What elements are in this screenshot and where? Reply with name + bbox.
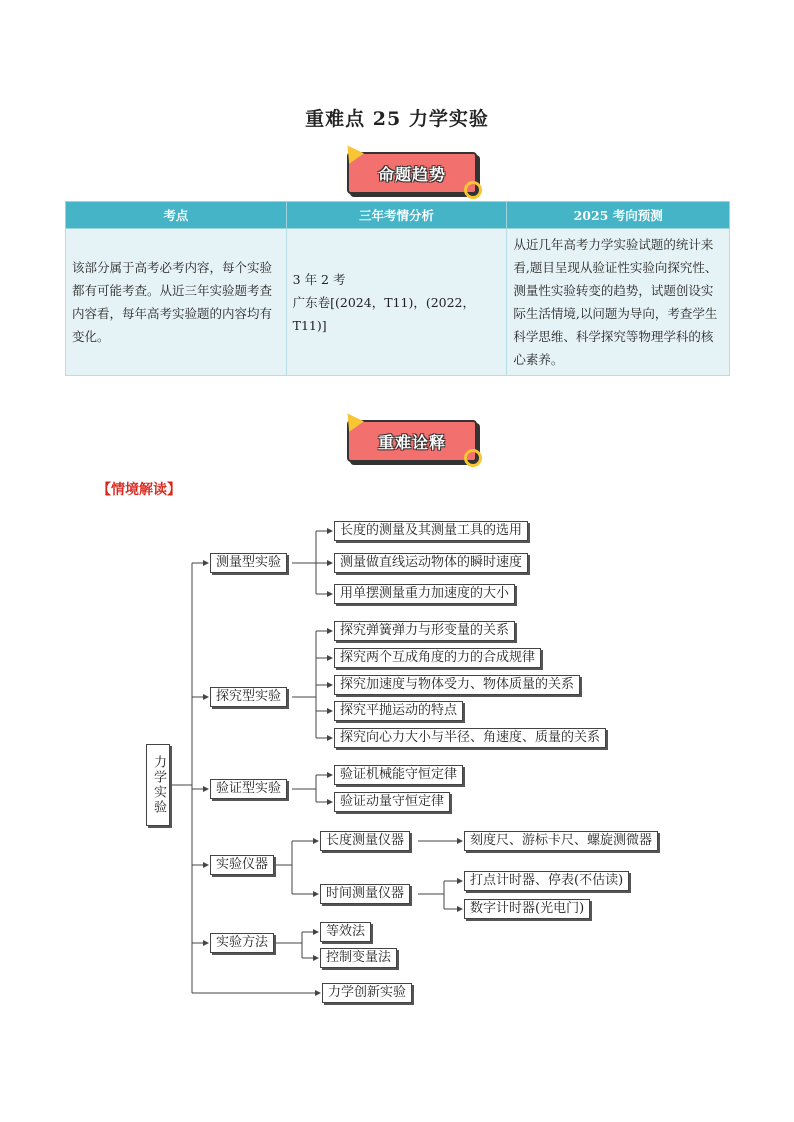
node-explore-item: 探究平抛运动的特点 (334, 701, 463, 721)
node-verify-item: 验证机械能守恒定律 (334, 765, 463, 785)
badge-trend-label: 命题趋势 (377, 164, 446, 184)
node-time-instrument-item: 数字计时器(光电门) (464, 899, 590, 919)
section-label: 【情境解读】 (97, 482, 181, 498)
node-method: 实验方法 (210, 933, 274, 953)
cell-forecast: 从近几年高考力学实验试题的统计来看,题目呈现从验证性实验向探究性、测量性实验转变的趋势，试题创设实际生活情境,以问题为导向，考查学生科学思维、科学探究等物理学科的核心素养。 (507, 229, 730, 376)
node-length-instrument: 长度测量仪器 (320, 831, 410, 851)
header-kaodian: 考点 (66, 202, 287, 229)
node-method-item: 控制变量法 (320, 948, 397, 968)
node-measure-item: 用单摆测量重力加速度的大小 (334, 584, 515, 604)
header-analysis: 三年考情分析 (286, 202, 507, 229)
node-time-instrument-item: 打点计时器、停表(不估读) (464, 871, 629, 891)
node-explore: 探究型实验 (210, 687, 287, 707)
node-measure-item: 测量做直线运动物体的瞬时速度 (334, 553, 528, 573)
cell-kaodian: 该部分属于高考必考内容，每个实验都有可能考查。从近三年实验题考查内容看，每年高考实验题的内容均有变化。 (66, 229, 287, 376)
node-length-instrument-item: 刻度尺、游标卡尺、螺旋测微器 (464, 831, 658, 851)
node-verify: 验证型实验 (210, 779, 287, 799)
node-explore-item: 探究向心力大小与半径、角速度、质量的关系 (334, 728, 606, 748)
header-forecast: 2025 考向预测 (507, 202, 730, 229)
node-instrument: 实验仪器 (210, 855, 274, 875)
node-innovation: 力学创新实验 (322, 983, 412, 1003)
mindmap-root: 力学实验 (146, 744, 170, 826)
node-explore-item: 探究两个互成角度的力的合成规律 (334, 648, 541, 668)
node-measure-item: 长度的测量及其测量工具的选用 (334, 521, 528, 541)
node-method-item: 等效法 (320, 922, 371, 942)
node-verify-item: 验证动量守恒定律 (334, 792, 450, 812)
node-time-instrument: 时间测量仪器 (320, 884, 410, 904)
analysis-count: 3 年 2 考 (292, 271, 346, 287)
node-measure: 测量型实验 (210, 553, 287, 573)
analysis-source: 广东卷[(2024，T11)，(2022，T11)] (292, 294, 476, 333)
badge-explain-label: 重难诠释 (377, 432, 446, 452)
node-explore-item: 探究弹簧弹力与形变量的关系 (334, 621, 515, 641)
node-explore-item: 探究加速度与物体受力、物体质量的关系 (334, 675, 580, 695)
page-title: 重难点 25 力学实验 (305, 108, 489, 130)
